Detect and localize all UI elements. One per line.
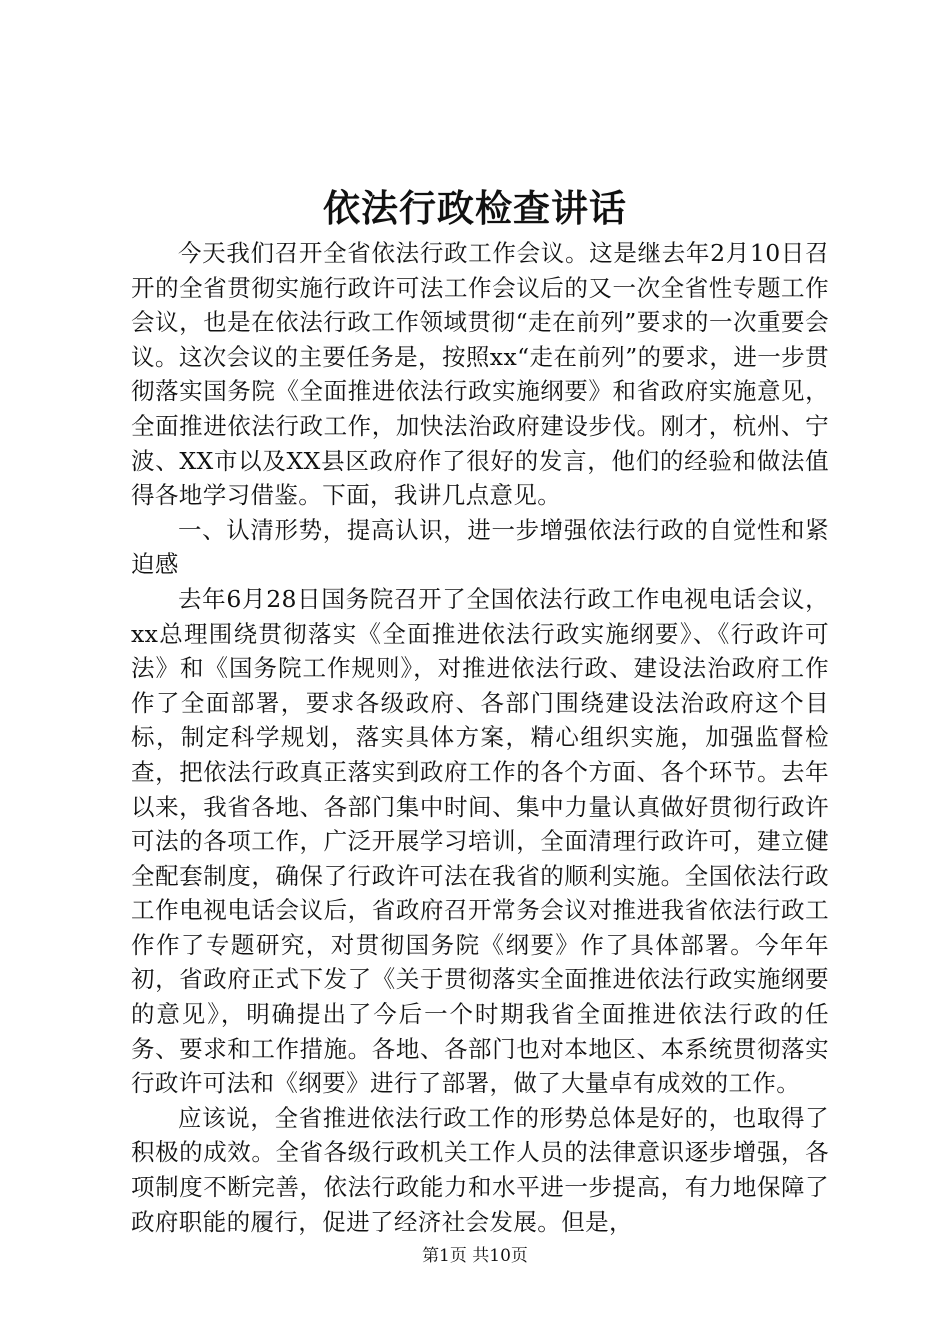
paragraph-background: 去年6月28日国务院召开了全国依法行政工作电视电话会议，xx总理围绕贯彻落实《全面推进依法行政实施纲要》、《行政许可法》和《国务院工作规则》，对推进依法行政、建设法治政府工作作了全面部署，要求各级政府、各部门围绕建设法治政府这个目标，制定科学规划，落实具体方案，精心组织实施，加强监督检查，把依法行政真正落实到政府工作的各个方面、各个环节。去年以来，我省各地、各部门集中时间、集中力量认真做好贯彻行政许可法的各项工作，广泛开展学习培训，全面清理行政许可，建立健全配套制度，确保了行政许可法在我省的顺利实施。全国依法行政工作电视电话会议后，省政府召开常务会议对推进我省依法行政工作作了专题研究，对贯彻国务院《纲要》作了具体部署。今年年初，省政府正式下发了《关于贯彻落实全面推进依法行政实施纲要的意见》，明确提出了今后一个时期我省全面推进依法行政的任务、要求和工作措施。各地、各部门也对本地区、本系统贯彻落实行政许可法和《纲要》进行了部署，做了大量卓有成效的工作。 (131, 584, 829, 1098)
paragraph-assessment: 应该说，全省推进依法行政工作的形势总体是好的，也取得了积极的成效。全省各级行政机关工作人员的法律意识逐步增强，各项制度不断完善，依法行政能力和水平进一步提高，有力地保障了政府职能的履行，促进了经济社会发展。但是， (131, 1103, 829, 1236)
paragraph-intro: 今天我们召开全省依法行政工作会议。这是继去年2月10日召开的全省贯彻实施行政许可法工作会议后的又一次全省性专题工作会议，也是在依法行政工作领域贯彻“走在前列”要求的一次重要会议。这次会议的主要任务是，按照xx“走在前列”的要求，进一步贯彻落实国务院《全面推进依法行政实施纲要》和省政府实施意见，全面推进依法行政工作，加快法治政府建设步伐。刚才，杭州、宁波、XX市以及XX县区政府作了很好的发言，他们的经验和做法值得各地学习借鉴。下面，我讲几点意见。 (131, 239, 829, 510)
page-footer: 第1页 共10页 (422, 1246, 528, 1266)
section-heading-1: 一、认清形势，提高认识，进一步增强依法行政的自觉性和紧迫感 (131, 515, 829, 579)
document-body (131, 236, 829, 1239)
document-title: 依法行政检查讲话 (323, 186, 627, 230)
